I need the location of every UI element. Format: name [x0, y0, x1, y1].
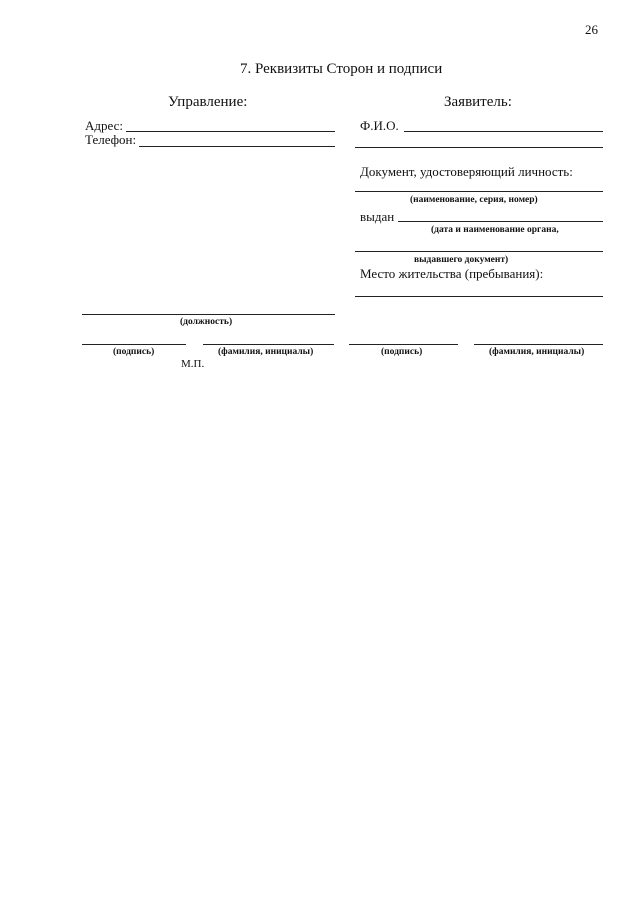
fio-label: Ф.И.О.	[360, 118, 399, 133]
issued-label: выдан	[360, 209, 395, 224]
fio-line	[404, 131, 603, 132]
phone-line	[139, 146, 335, 147]
right-name-line	[474, 344, 603, 345]
fio-line-2	[355, 147, 603, 148]
issued-caption-2: выдавшего документ)	[414, 255, 509, 265]
page-number: 26	[585, 22, 598, 37]
left-heading: Управление:	[168, 94, 248, 110]
seal-mark: М.П.	[181, 358, 205, 370]
id-doc-label: Документ, удостоверяющий личность:	[360, 164, 573, 179]
section-title: 7. Реквизиты Сторон и подписи	[240, 61, 443, 77]
left-name-caption: (фамилия, инициалы)	[218, 347, 314, 357]
position-line	[82, 314, 335, 315]
address-label: Адрес:	[85, 118, 123, 133]
left-signature-caption: (подпись)	[113, 347, 155, 357]
right-signature-caption: (подпись)	[381, 347, 423, 357]
id-doc-line	[355, 191, 603, 192]
left-name-line	[203, 344, 334, 345]
issued-line	[398, 221, 603, 222]
right-heading: Заявитель:	[444, 94, 512, 110]
position-caption: (должность)	[180, 317, 233, 327]
residence-line	[355, 296, 603, 297]
left-signature-line	[82, 344, 186, 345]
address-line	[126, 131, 335, 132]
residence-label: Место жительства (пребывания):	[360, 266, 544, 281]
issued-caption-1: (дата и наименование органа,	[431, 225, 559, 235]
phone-label: Телефон:	[85, 132, 137, 147]
issued-line-2	[355, 251, 603, 252]
id-doc-caption: (наименование, серия, номер)	[410, 195, 538, 205]
right-signature-line	[349, 344, 458, 345]
right-name-caption: (фамилия, инициалы)	[489, 347, 585, 357]
